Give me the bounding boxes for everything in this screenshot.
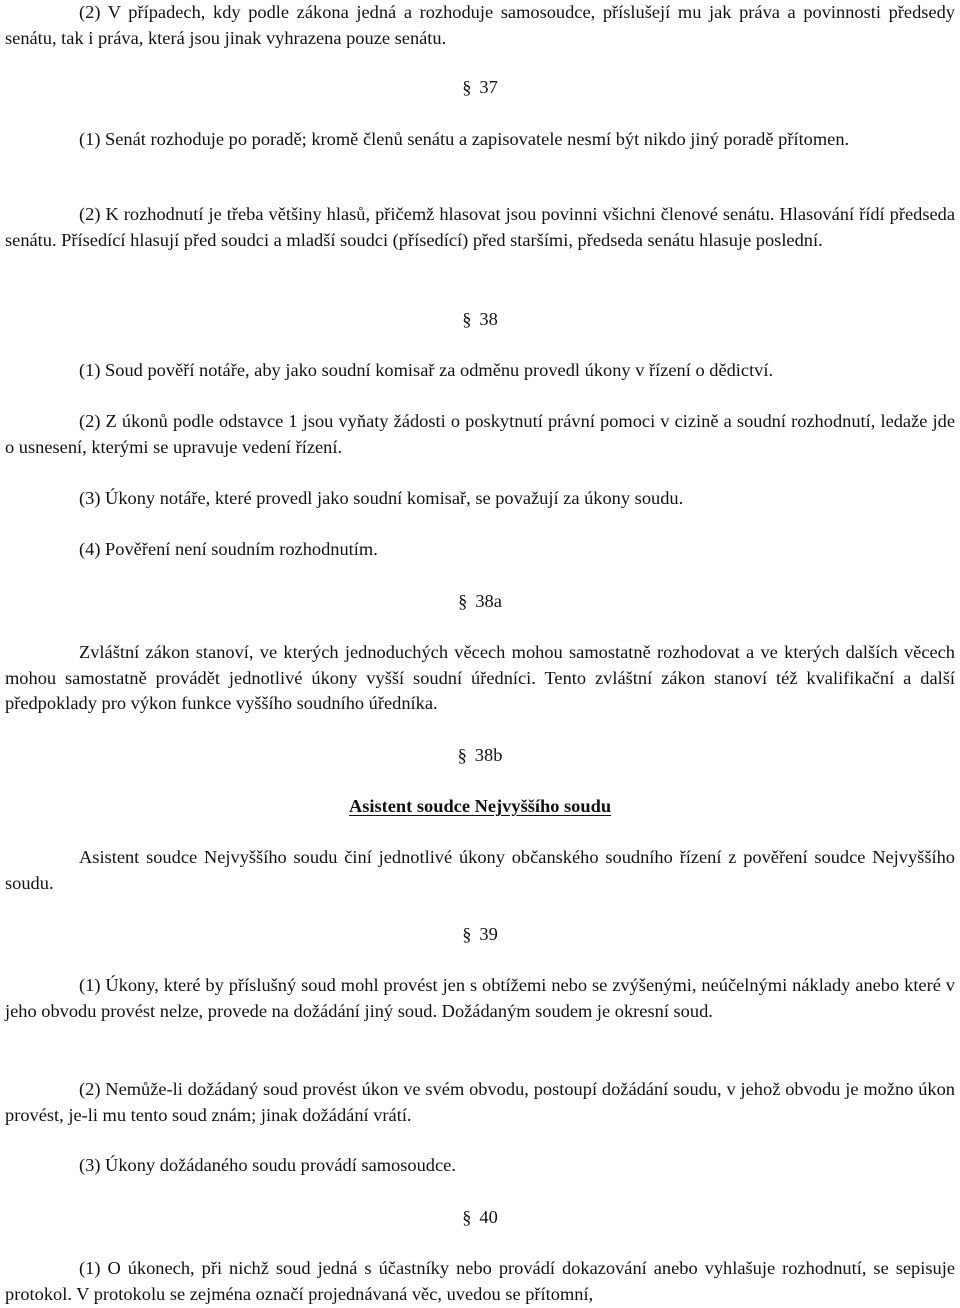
section-sign: § xyxy=(462,77,472,97)
paragraph-39-1: (1) Úkony, které by příslušný soud mohl provést jen s obtížemi nebo se zvýšenými, neúčelnými náklady anebo které v jeho obvodu provést nelze, provede na dožádání jiný soud. Dožádaným soudem je okresní soud. xyxy=(5,975,955,1021)
section-40-number: 40 xyxy=(479,1207,498,1227)
paragraph-38-1: (1) Soud pověří notáře, aby jako soudní komisař za odměnu provedl úkony v řízení o dědictví. xyxy=(79,360,774,380)
paragraph-37-1: (1) Senát rozhoduje po poradě; kromě členů senátu a zapisovatele nesmí být nikdo jiný poradě přítomen. xyxy=(79,129,850,149)
section-sign: § xyxy=(462,924,472,944)
paragraph-40-1: (1) O úkonech, při nichž soud jedná s účastníky nebo provádí dokazování anebo vyhlašuje rozhodnutí, se sepisuje protokol. V protokolu se zejména označí projednávaná věc, uvedou se přítomní, xyxy=(5,1258,955,1304)
section-sign: § xyxy=(462,1207,472,1227)
paragraph-38b: Asistent soudce Nejvyššího soudu činí jednotlivé úkony občanského soudního řízení z pověření soudce Nejvyššího soudu. xyxy=(5,847,955,893)
section-sign: § xyxy=(457,745,467,765)
section-38b-number: 38b xyxy=(474,745,503,765)
paragraph-38-2: (2) Z úkonů podle odstavce 1 jsou vyňaty žádosti o poskytnutí právní pomoci v cizině a soudní rozhodnutí, ledaže jde o usnesení, kterými se upravuje vedení řízení. xyxy=(5,411,955,457)
section-38-mark xyxy=(0,307,960,332)
section-40-mark xyxy=(0,1205,960,1230)
section-37-number: 37 xyxy=(479,77,498,97)
section-38-number: 38 xyxy=(479,309,498,329)
section-38b-mark xyxy=(0,743,960,768)
paragraph-38-4: (4) Pověření není soudním rozhodnutím. xyxy=(79,539,378,559)
section-37-mark xyxy=(0,75,960,100)
paragraph-36-2: (2) V případech, kdy podle zákona jedná a rozhoduje samosoudce, příslušejí mu jak práva a povinnosti předsedy senátu, tak i práva, která jsou jinak vyhrazena pouze senátu. xyxy=(5,2,955,48)
section-38a-mark xyxy=(0,589,960,614)
paragraph-38-3: (3) Úkony notáře, které provedl jako soudní komisař, se považují za úkony soudu. xyxy=(79,488,684,508)
section-sign: § xyxy=(458,591,468,611)
paragraph-39-3: (3) Úkony dožádaného soudu provádí samosoudce. xyxy=(79,1155,456,1175)
paragraph-37-2: (2) K rozhodnutí je třeba většiny hlasů, přičemž hlasovat jsou povinni všichni členové senátu. Hlasování řídí předseda senátu. Přísedící hlasují před soudci a mladší soudci (přísedící) před staršími, předseda senátu hlasuje poslední. xyxy=(5,204,955,250)
section-39-mark xyxy=(0,922,960,947)
section-38a-number: 38a xyxy=(475,591,502,611)
paragraph-38a: Zvláštní zákon stanoví, ve kterých jednoduchých věcech mohou samostatně rozhodovat a ve kterých dalších věcech mohou samostatně provádět jednotlivé úkony vyšší soudní úředníci. Tento zvláštní zákon stanoví též kvalifikační a další předpoklady pro výkon funkce vyššího soudního úředníka. xyxy=(5,642,955,713)
section-sign: § xyxy=(462,309,472,329)
section-39-number: 39 xyxy=(479,924,498,944)
heading-38b: Asistent soudce Nejvyššího soudu xyxy=(348,796,612,816)
paragraph-39-2: (2) Nemůže-li dožádaný soud provést úkon ve svém obvodu, postoupí dožádání soudu, v jehož obvodu je možno úkon provést, je-li mu tento soud znám; jinak dožádání vrátí. xyxy=(5,1079,955,1125)
